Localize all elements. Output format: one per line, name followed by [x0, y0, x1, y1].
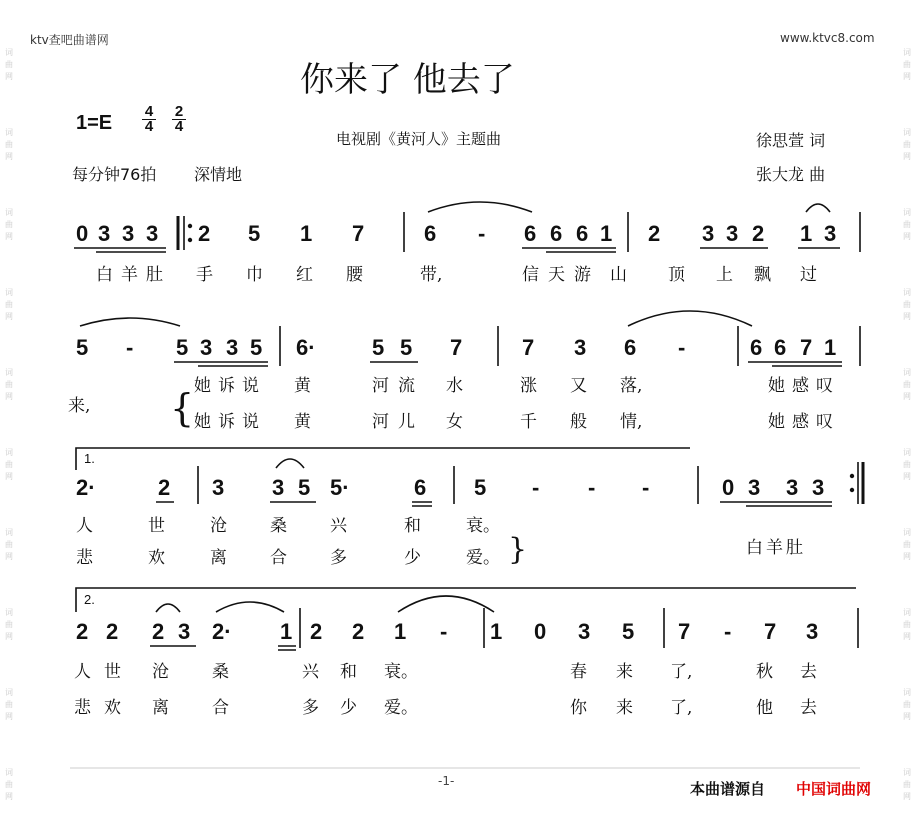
note: -	[126, 335, 134, 360]
repeat-dot	[850, 474, 854, 478]
time-signature-1: 4 4	[142, 105, 156, 134]
lyric-syllable: 流	[398, 376, 415, 396]
note: 1	[490, 619, 503, 644]
note: -	[642, 475, 650, 500]
volta-bracket-2	[76, 588, 856, 612]
note: 2·	[76, 475, 96, 500]
lyric-syllable: 上	[716, 265, 733, 285]
note: 3	[786, 475, 799, 500]
lyric-syllable: 涨	[520, 376, 537, 396]
lyric-syllable: 腰	[346, 265, 363, 285]
lyric-syllable: 去	[800, 698, 817, 718]
lyric-syllable: 女	[446, 412, 463, 432]
lyric-syllable: 兴	[330, 516, 347, 536]
left-watermark: 词 曲 网 词 曲 网 词 曲 网 词 曲 网 词 曲 网 词 曲 网 词 曲 网 词 曲 网 词 曲 网 词 曲 网	[5, 48, 13, 801]
volta-bracket-1	[76, 448, 690, 470]
lyric-syllable: 她	[768, 412, 785, 432]
note: 2	[152, 619, 165, 644]
lyric-syllable: 巾	[246, 265, 263, 285]
lyric-syllable: 情,	[620, 412, 643, 432]
lyric-syllable: 过	[800, 265, 817, 285]
note: 3	[146, 221, 159, 246]
note: 0	[722, 475, 735, 500]
note: 6	[576, 221, 589, 246]
note: 6	[424, 221, 437, 246]
lyric-syllable: 少	[404, 548, 421, 568]
note: 1	[280, 619, 293, 644]
lyric-syllable: 离	[210, 548, 227, 568]
composer: 张大龙 曲	[756, 165, 826, 184]
lyric-syllable: 沧	[152, 662, 169, 682]
lyric-syllable: 说	[242, 412, 259, 432]
note: 6	[624, 335, 637, 360]
lyric-syllable: 顶	[668, 265, 685, 285]
lyric-syllable: 手	[196, 265, 213, 285]
slur	[398, 596, 494, 612]
note: 7	[522, 335, 535, 360]
lyric-syllable: 和	[340, 662, 357, 682]
note: 5	[298, 475, 311, 500]
note: -	[724, 619, 732, 644]
lyric-syllable: 爱。	[466, 548, 500, 568]
lyric-syllable: 她	[194, 412, 211, 432]
pickup-lyric: 白羊肚	[746, 538, 806, 558]
lyric-syllable: 感	[792, 376, 809, 396]
lyric-syllable: 桑	[270, 516, 287, 536]
note: 3	[226, 335, 239, 360]
lyric-syllable: 离	[152, 698, 169, 718]
lyric-syllable: 千	[520, 412, 537, 432]
note: 5	[176, 335, 189, 360]
lyric-syllable: 山	[610, 265, 627, 285]
note: 3	[726, 221, 739, 246]
note: -	[478, 221, 486, 246]
lyric-syllable: 带,	[420, 265, 443, 285]
lyric-syllable: 又	[570, 376, 587, 396]
note: 6	[550, 221, 563, 246]
lyric-syllable: 般	[570, 412, 587, 432]
lyric-syllable: 悲	[76, 548, 93, 568]
note: 3	[702, 221, 715, 246]
lyric-syllable: 人	[76, 516, 93, 536]
note: 1	[600, 221, 613, 246]
slur	[156, 604, 180, 612]
volta-1-label: 1.	[84, 451, 95, 466]
time-signature-2: 2 4	[172, 105, 186, 134]
note: 2	[106, 619, 119, 644]
verse-brace: {	[170, 386, 195, 430]
note: 5·	[330, 475, 350, 500]
note: 5	[372, 335, 385, 360]
note: 6	[774, 335, 787, 360]
lyric-syllable: 人	[74, 662, 91, 682]
note: 2	[76, 619, 89, 644]
lyric-syllable: 了,	[670, 698, 693, 718]
note: 3	[824, 221, 837, 246]
lyric-syllable: 你	[570, 698, 587, 718]
note: 7	[352, 221, 365, 246]
note: 6	[414, 475, 427, 500]
note: 3	[806, 619, 819, 644]
note: 1	[800, 221, 813, 246]
lyric-syllable: 说	[242, 376, 259, 396]
lyric-syllable: 和	[404, 516, 421, 536]
lyric-syllable: 羊	[121, 265, 138, 285]
note: 7	[764, 619, 777, 644]
note: 3	[212, 475, 225, 500]
lyric-syllable: 落,	[620, 376, 643, 396]
note: -	[532, 475, 540, 500]
note: 6	[750, 335, 763, 360]
lyric-syllable: 水	[446, 376, 463, 396]
note: 5	[248, 221, 261, 246]
lyric-syllable: 红	[296, 265, 313, 285]
note: 3	[272, 475, 285, 500]
volta-2-label: 2.	[84, 592, 95, 607]
source-label: 本曲谱源自	[690, 780, 766, 798]
lyric-syllable: 信	[522, 265, 539, 285]
site-name-left: ktv查吧曲谱网	[30, 33, 109, 47]
page-title: 你来了 他去了	[300, 60, 515, 100]
lyric-syllable: 了,	[670, 662, 693, 682]
note: 5	[400, 335, 413, 360]
lyric-syllable: 诉	[218, 412, 235, 432]
lyric-syllable: 黄	[294, 376, 311, 396]
note: 2	[752, 221, 765, 246]
repeat-dot	[850, 488, 854, 492]
lyric-syllable: 沧	[210, 516, 227, 536]
tempo: 每分钟76拍	[72, 165, 157, 184]
lyric-syllable: 她	[768, 376, 785, 396]
lyric-syllable: 儿	[398, 412, 415, 432]
note: 2	[198, 221, 211, 246]
note: 3	[200, 335, 213, 360]
note: 5	[250, 335, 263, 360]
note: 5	[76, 335, 89, 360]
lyric-syllable: 天	[548, 265, 565, 285]
note: 6	[524, 221, 537, 246]
note: 3	[748, 475, 761, 500]
note: 7	[450, 335, 463, 360]
right-watermark: 词 曲 网 词 曲 网 词 曲 网 词 曲 网 词 曲 网 词 曲 网 词 曲 网 词 曲 网 词 曲 网 词 曲 网	[903, 48, 911, 801]
lyric-syllable: 衰。	[384, 662, 418, 682]
key-signature: 1=E	[76, 112, 113, 134]
note: 2	[352, 619, 365, 644]
lyric-syllable: 欢	[148, 548, 165, 568]
repeat-dot	[188, 224, 192, 228]
lyric-syllable: 游	[574, 265, 591, 285]
note: 3	[178, 619, 191, 644]
note: 3	[122, 221, 135, 246]
note: 1	[824, 335, 837, 360]
page-number: -1-	[438, 774, 455, 788]
lyric-syllable: 悲	[74, 698, 91, 718]
slur	[276, 459, 304, 468]
slur	[628, 311, 752, 326]
note: 6·	[296, 335, 316, 360]
slur	[806, 204, 830, 212]
note: 5	[622, 619, 635, 644]
note: 3	[812, 475, 825, 500]
lyric-syllable: 他	[756, 698, 773, 718]
subtitle: 电视剧《黄河人》主题曲	[336, 130, 502, 148]
note: 3	[578, 619, 591, 644]
lyric-syllable: 黄	[294, 412, 311, 432]
note: 7	[678, 619, 691, 644]
note: 3	[574, 335, 587, 360]
note: -	[588, 475, 596, 500]
repeat-dot	[188, 238, 192, 242]
lyric-syllable: 去	[800, 662, 817, 682]
note: 1	[394, 619, 407, 644]
note: 0	[76, 221, 89, 246]
lyric-syllable: 飘	[754, 265, 771, 285]
lyric-syllable: 兴	[302, 662, 319, 682]
lyric-syllable: 春	[570, 662, 587, 682]
lyric-syllable: 世	[104, 662, 121, 682]
lyric-syllable: 桑	[212, 662, 229, 682]
slur	[428, 202, 532, 212]
note: 2	[648, 221, 661, 246]
lyric-syllable: 来	[616, 698, 633, 718]
lyricist: 徐思萱 词	[756, 131, 826, 150]
lyric-syllable: 来,	[68, 396, 91, 416]
lyric-syllable: 河	[372, 376, 389, 396]
lyric-syllable: 感	[792, 412, 809, 432]
lyric-syllable: 叹	[816, 376, 833, 396]
lyric-syllable: 来	[616, 662, 633, 682]
site-url-right: www.ktvc8.com	[780, 31, 875, 45]
lyric-syllable: 衰。	[466, 516, 500, 536]
mood: 深情地	[194, 165, 243, 184]
lyric-syllable: 她	[194, 376, 211, 396]
note: 5	[474, 475, 487, 500]
lyric-syllable: 叹	[816, 412, 833, 432]
lyric-syllable: 合	[212, 698, 229, 718]
lyric-syllable: 欢	[104, 698, 121, 718]
note: 2	[158, 475, 171, 500]
note: 2	[310, 619, 323, 644]
lyric-syllable: 河	[372, 412, 389, 432]
lyric-syllable: 多	[302, 698, 319, 718]
note: 2·	[212, 619, 232, 644]
source-site-link[interactable]: 中国词曲网	[796, 780, 872, 798]
slur	[216, 602, 284, 612]
lyric-syllable: 白	[96, 265, 113, 285]
note: 0	[534, 619, 547, 644]
lyric-syllable: 少	[340, 698, 357, 718]
lyric-syllable: 爱。	[384, 698, 418, 718]
note: -	[440, 619, 448, 644]
lyric-syllable: 肚	[146, 265, 163, 285]
lyric-syllable: 世	[148, 516, 165, 536]
note: 7	[800, 335, 813, 360]
slur	[80, 318, 180, 326]
verse-brace-close: }	[508, 532, 528, 567]
lyric-syllable: 多	[330, 548, 347, 568]
lyric-syllable: 诉	[218, 376, 235, 396]
note: 1	[300, 221, 313, 246]
lyric-syllable: 合	[270, 548, 287, 568]
lyric-syllable: 秋	[756, 662, 773, 682]
note: 3	[98, 221, 111, 246]
note: -	[678, 335, 686, 360]
